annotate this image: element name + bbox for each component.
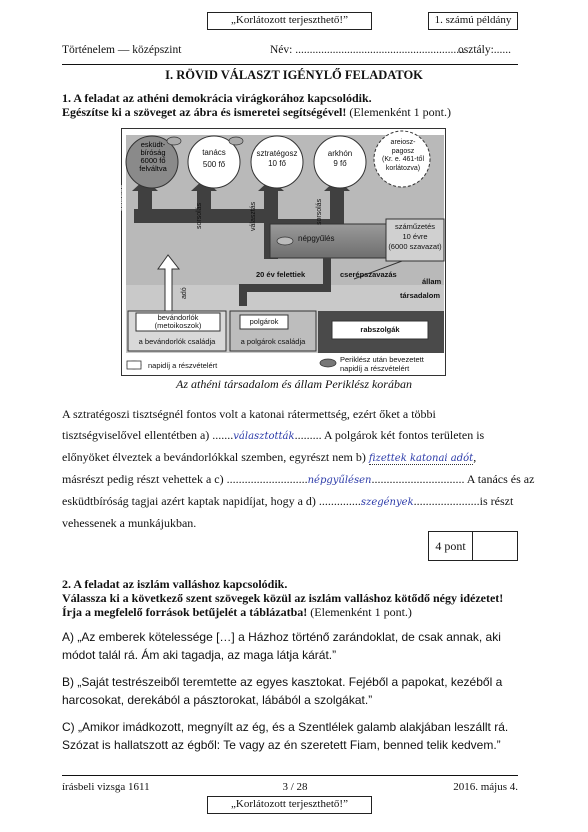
restricted-banner-top: „Korlátozott terjeszthető!” <box>207 12 372 30</box>
q2-heading <box>62 577 532 619</box>
quote-b <box>62 673 517 709</box>
q1-line-3-end: , <box>473 450 477 464</box>
header-rule <box>62 64 518 65</box>
sortition-label-2: sorsolás <box>196 202 203 229</box>
q1-line-2-text: tisztségviselővel ellentétben a) <box>62 428 213 442</box>
quote-a-letter: A) <box>62 630 74 644</box>
answer-c: népgyűlésen <box>307 475 372 486</box>
section-title: I. RÖVID VÁLASZT IGÉNYLŐ FELADATOK <box>165 68 423 82</box>
society-label: társadalom <box>400 291 441 300</box>
q1-line-4-text: másrészt pedig részt vehettek a c) <box>62 472 227 486</box>
legend-label-1: napidíj a részvételért <box>148 361 218 370</box>
quote-c <box>62 718 517 754</box>
assembly-label: népgyűlés <box>298 234 335 243</box>
q2-instruction-points: (Elemenként 1 pont.) <box>307 605 412 619</box>
council-label: tanács <box>202 148 226 157</box>
q1-line-5-end: is részt <box>479 494 514 508</box>
q1-line-2 <box>62 425 517 447</box>
dots-a1: ....... <box>212 428 234 442</box>
court-label-2: bíróság <box>140 148 166 157</box>
quote-a-text: „Az emberek kötelessége […] a Házhoz történő zarándoklat, de csak annak, aki módot talál rá. Ám aki tagadja, az maga látja kárát.” <box>62 630 501 662</box>
dots-c2: ............................... <box>371 472 465 486</box>
page-number: 3 / 28 <box>282 781 308 793</box>
diagram-caption: Az athéni társadalom és állam Periklész korában <box>176 377 412 391</box>
q2-instruction-1: Válassza ki a következő szent szövegek közül az iszlám valláshoz kötődő négy idézetet! <box>62 591 504 605</box>
dots-a2: ......... <box>294 428 322 442</box>
q1-line-5-text: esküdtbíróság tagjai azért kaptak napidíjat, hogy a d) <box>62 494 319 508</box>
sortition-label-1: sorsolás <box>120 184 127 211</box>
q1-line-6: vehessenek a munkájukban. <box>62 516 197 530</box>
court-label-4: felváltva <box>139 164 167 173</box>
copy-number-box: 1. számú példány <box>428 12 518 30</box>
answer-b: fizettek katonai adót <box>368 453 474 464</box>
council-size: 500 fő <box>202 160 226 169</box>
q1-instruction: Egészítse ki a szöveget az ábra és ismeretei segítségével! <box>62 105 347 119</box>
areopagus-label-2: pagosz <box>391 147 415 155</box>
exam-date: 2016. május 4. <box>453 781 518 793</box>
legend-label-2b: napidíj a részvételért <box>340 363 410 373</box>
q1-line-2-end: A polgárok két fontos területen is <box>321 428 485 442</box>
ostracism-vote-label: cserépszavazás <box>340 270 397 279</box>
athenian-society-diagram <box>121 128 446 376</box>
restricted-banner-bottom: „Korlátozott terjeszthető!” <box>207 796 372 814</box>
q1-text <box>62 404 535 534</box>
subject-label: Történelem — középszint <box>62 44 182 56</box>
quote-c-letter: C) <box>62 720 75 734</box>
q1-title: 1. A feladat az athéni demokrácia virágkorához kapcsolódik. <box>62 91 372 105</box>
court-label-3: 6000 fő <box>140 156 166 165</box>
metics-sub-label: (metoikoszok) <box>154 321 202 330</box>
quote-c-text: „Amikor imádkozott, megnyílt az ég, és a Szentlélek galamb alakjában leszállt rá. Szózat is hallatszott az égből: Te vagy az én szeretett Fiam, benned telik kedvem.” <box>62 720 509 752</box>
dots-d2: ...................... <box>413 494 480 508</box>
points-label: 4 pont <box>429 532 473 560</box>
dots-c1: ........................... <box>226 472 308 486</box>
class-field: osztály:...... <box>458 44 512 56</box>
name-label: Név: <box>270 44 293 56</box>
answer-d: szegények <box>360 497 414 508</box>
name-dots: ........................................................... <box>295 44 465 56</box>
quote-b-letter: B) <box>62 675 74 689</box>
points-box <box>428 531 518 561</box>
q1-line-3 <box>62 447 517 469</box>
citizens-label: polgárok <box>249 317 279 326</box>
strategos-label: sztratégosz <box>256 149 298 158</box>
election-label: választás <box>250 201 257 231</box>
dots-d1: .............. <box>318 494 361 508</box>
tax-label: adó <box>181 287 188 299</box>
ostracism-label-2: 10 évre <box>402 232 428 241</box>
ostracism-label-1: száműzetés <box>394 222 436 231</box>
slaves-label: rabszolgák <box>360 325 400 334</box>
quote-b-text: „Saját testrészeiből teremtette az egyes kasztokat. Fejéből a papokat, kezéből a harcosokat, derekából a pásztorokat, lábából a szolgákat.” <box>62 675 503 707</box>
areopagus-label-4: korlátozva) <box>385 164 421 172</box>
exam-code: írásbeli vizsga 1611 <box>62 781 150 793</box>
points-score-cell[interactable] <box>473 532 517 560</box>
archon-label: arkhón <box>327 149 353 158</box>
archon-size: 9 fő <box>333 159 347 168</box>
q1-heading <box>62 91 532 119</box>
q2-instruction-2: Írja a megfelelő források betűjelét a táblázatba! <box>62 605 308 619</box>
footer-rule <box>62 775 518 776</box>
quote-a <box>62 628 517 664</box>
q1-line-1: A sztratégoszi tisztségnél fontos volt a katonai rátermettség, ezért őket a többi <box>62 407 436 421</box>
ostracism-label-3: (6000 szavazat) <box>388 242 442 251</box>
metic-family-label: a bevándorlók családja <box>138 337 216 346</box>
q1-instruction-points: (Elemenként 1 pont.) <box>346 105 451 119</box>
answer-a: választották <box>233 431 295 442</box>
legend-label-2a: Periklész után bevezetett <box>340 355 424 364</box>
areopagus-label-3: (Kr. e. 461-től <box>381 156 425 163</box>
metics-label: bevándorlók <box>157 313 199 322</box>
state-label: állam <box>422 277 442 286</box>
q1-line-4 <box>62 469 535 491</box>
q2-title: 2. A feladat az iszlám valláshoz kapcsolódik. <box>62 577 288 591</box>
citizen-family-label: a polgárok családja <box>240 337 306 346</box>
strategos-size: 10 fő <box>268 159 286 168</box>
court-label-1: esküdt- <box>140 140 166 149</box>
areopagus-label-1: areiosz- <box>390 139 416 146</box>
age-label: 20 év felettiek <box>256 270 306 279</box>
name-field <box>270 44 465 56</box>
q1-line-5 <box>62 491 517 513</box>
q1-line-4-end: A tanács és az <box>464 472 535 486</box>
sortition-label-3: sorsolás <box>316 198 323 225</box>
q1-line-3-text: előnyöket élveztek a bevándorlókkal szemben, egyrészt nem b) <box>62 450 369 464</box>
